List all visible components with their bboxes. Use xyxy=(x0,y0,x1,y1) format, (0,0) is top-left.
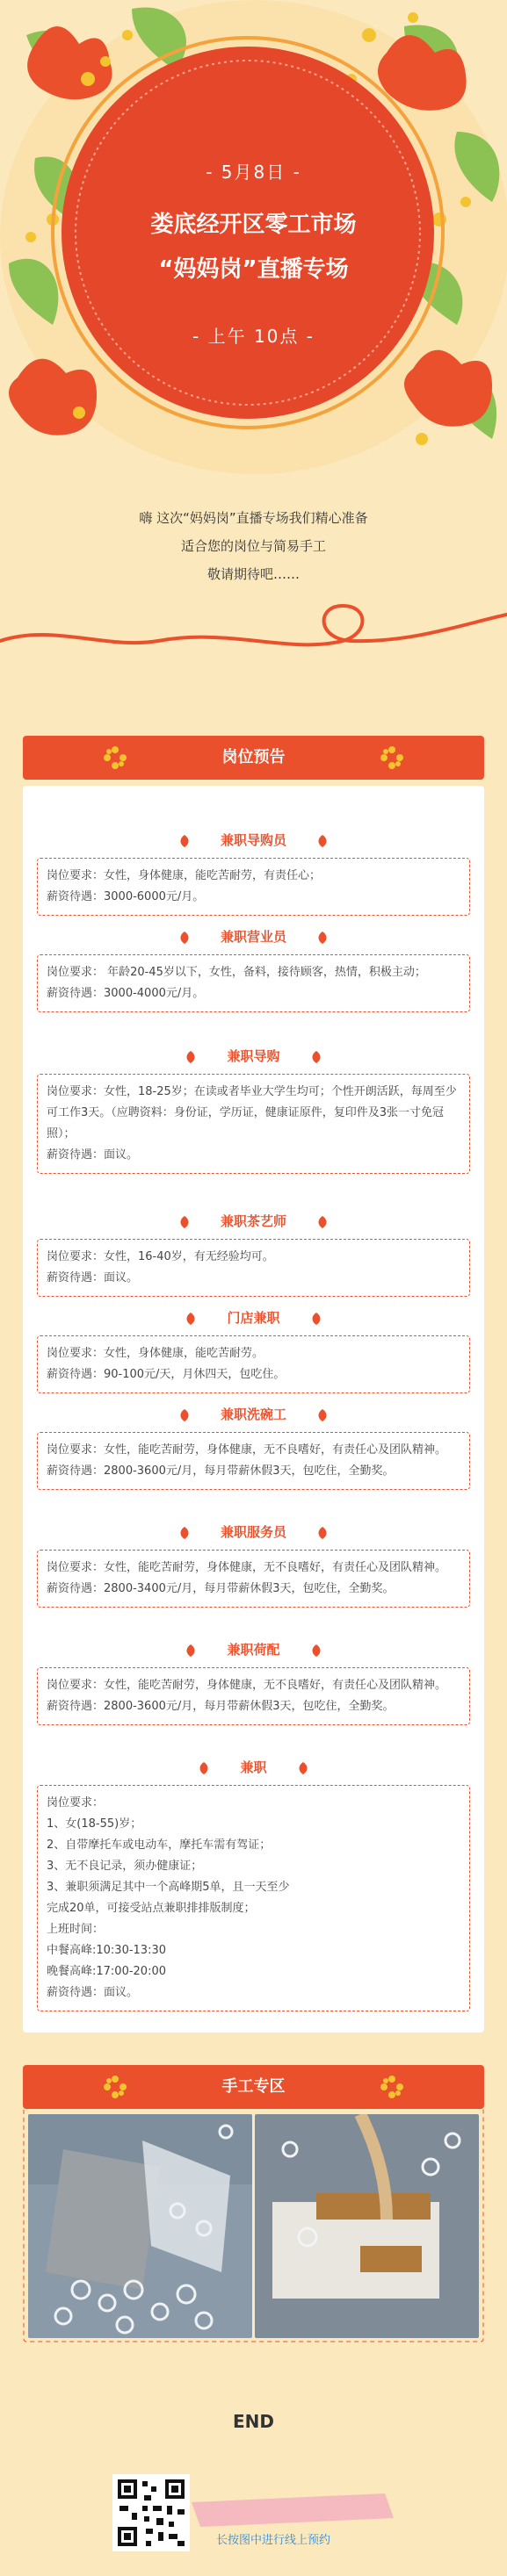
job-details: 岗位要求：女性，能吃苦耐劳，身体健康，无不良嗜好，有责任心及团队精神。 薪资待遇：2800-3600元/月，每月带薪休假3天，包吃住，全勤奖。 xyxy=(37,1667,470,1725)
leaf-icon xyxy=(316,1409,329,1421)
wave-ribbon xyxy=(0,579,507,676)
craft-photo-image xyxy=(28,2114,252,2338)
job-details: 岗位要求： 1、女(18-55)岁； 2、自带摩托车或电动车，摩托车需有驾证； 3、无不良记录，须办健康证； 3、兼职须满足其中一个高峰期5单，且一天至少 完成20单，可接受站点兼职排排版制度； 上班时间： 中餐高峰:10:30-13:30 晚餐高峰:17:00-20:00 薪资待遇：面议。 xyxy=(37,1785,470,2011)
job-item xyxy=(37,830,470,916)
leaf-icon xyxy=(310,1313,322,1325)
leaf-icon xyxy=(178,1216,191,1228)
qr-caption: 长按图中进行线上预约 xyxy=(216,2534,331,2547)
job-item xyxy=(37,1757,470,2011)
qr-code-icon xyxy=(112,2474,190,2551)
job-details: 岗位要求：女性，能吃苦耐劳，身体健康，无不良嗜好，有责任心及团队精神。 薪资待遇：2800-3400元/月，每月带薪休假3天，包吃住，全勤奖。 xyxy=(37,1550,470,1608)
job-item xyxy=(37,1211,470,1297)
flower-icon xyxy=(102,2074,128,2100)
craft-photo-image xyxy=(255,2114,479,2338)
craft-photos xyxy=(23,2105,484,2342)
jobs-section-header xyxy=(23,736,484,780)
leaf-icon xyxy=(198,1762,210,1774)
craft-photo-2 xyxy=(255,2114,479,2338)
leaf-icon xyxy=(178,932,191,944)
job-title: 兼职荷配 xyxy=(227,1642,280,1658)
job-title: 兼职 xyxy=(240,1759,267,1775)
craft-section-header xyxy=(23,2065,484,2109)
job-title: 兼职营业员 xyxy=(220,929,286,945)
job-item xyxy=(37,1522,470,1608)
qr-code[interactable] xyxy=(112,2474,190,2551)
end-label: END xyxy=(232,2411,274,2432)
event-title-line2: “妈妈岗”直播专场 xyxy=(158,256,349,283)
jobs-section-title: 岗位预告 xyxy=(221,748,286,766)
job-title: 兼职洗碗工 xyxy=(220,1407,286,1422)
jobs-card xyxy=(23,786,484,2033)
job-details: 岗位要求：女性，身体健康，能吃苦耐劳，有责任心； 薪资待遇：3000-6000元/月。 xyxy=(37,858,470,916)
event-title-line1: 娄底经开区零工市场 xyxy=(150,212,357,238)
job-title: 兼职导购员 xyxy=(220,832,286,848)
leaf-icon xyxy=(310,1051,322,1063)
hero-text xyxy=(0,158,507,348)
hero-banner xyxy=(0,0,507,492)
job-details: 岗位要求：女性，18-25岁；在读或者毕业大学生均可；个性开朗活跃，每周至少可工作3天。（应聘资料：身份证，学历证，健康证原件，复印件及3张一寸免冠照）； 薪资待遇：面议。 xyxy=(37,1074,470,1174)
leaf-icon xyxy=(316,1527,329,1539)
job-details: 岗位要求：女性，能吃苦耐劳，身体健康，无不良嗜好，有责任心及团队精神。 薪资待遇：2800-3600元/月，每月带薪休假3天，包吃住，全勤奖。 xyxy=(37,1432,470,1490)
leaf-icon xyxy=(185,1051,197,1063)
leaf-icon xyxy=(185,1644,197,1657)
flower-icon xyxy=(379,745,405,771)
job-item xyxy=(37,1046,470,1174)
leaf-icon xyxy=(316,1216,329,1228)
intro-line: 嗨 这次“妈妈岗”直播专场我们精心准备 xyxy=(139,510,368,526)
event-date: - 5月8日 - xyxy=(206,162,301,183)
leaf-icon xyxy=(178,1409,191,1421)
intro-line: 适合您的岗位与简易手工 xyxy=(180,538,326,554)
job-title: 兼职服务员 xyxy=(220,1524,286,1540)
job-title: 门店兼职 xyxy=(227,1310,280,1326)
event-time: - 上午 10点 - xyxy=(192,326,315,347)
job-details: 岗位要求：女性，身体健康，能吃苦耐劳。 薪资待遇：90-100元/天，月休四天，包吃住。 xyxy=(37,1335,470,1393)
leaf-icon xyxy=(178,835,191,847)
flower-icon xyxy=(379,2074,405,2100)
leaf-icon xyxy=(185,1313,197,1325)
job-details: 岗位要求：女性，16-40岁，有无经验均可。 薪资待遇：面议。 xyxy=(37,1239,470,1297)
flower-icon xyxy=(102,745,128,771)
leaf-icon xyxy=(310,1644,322,1657)
job-title: 兼职茶艺师 xyxy=(220,1213,286,1229)
leaf-icon xyxy=(297,1762,309,1774)
job-details: 岗位要求： 年龄20-45岁以下，女性，备料，接待顾客，热情，积极主动； 薪资待遇：3000-4000元/月。 xyxy=(37,954,470,1012)
job-item xyxy=(37,926,470,1012)
craft-section-title: 手工专区 xyxy=(221,2077,286,2096)
craft-photo-1 xyxy=(28,2114,252,2338)
qr-banner xyxy=(192,2492,394,2527)
leaf-icon xyxy=(178,1527,191,1539)
intro-line: 敬请期待吧…… xyxy=(206,566,300,582)
leaf-icon xyxy=(316,835,329,847)
job-item xyxy=(37,1404,470,1490)
leaf-icon xyxy=(316,932,329,944)
intro-text xyxy=(0,504,507,588)
job-title: 兼职导购 xyxy=(227,1048,280,1064)
job-item xyxy=(37,1639,470,1725)
job-item xyxy=(37,1307,470,1393)
